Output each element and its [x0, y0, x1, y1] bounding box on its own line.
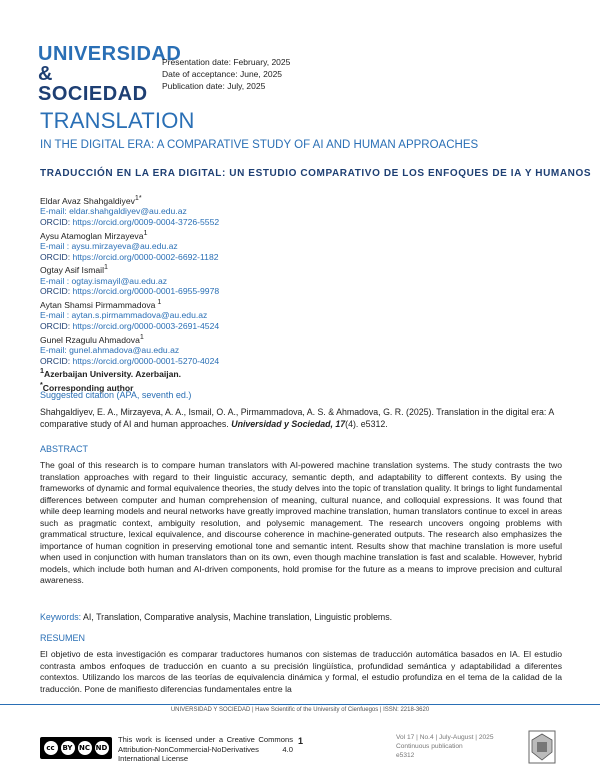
publication-dates	[162, 56, 290, 92]
resumen-heading: RESUMEN	[40, 633, 86, 643]
paper-title: TRANSLATION	[40, 108, 195, 133]
publication-date: Publication date: July, 2025	[162, 81, 266, 91]
paper-subtitle: IN THE DIGITAL ERA: A COMPARATIVE STUDY OF AI AND HUMAN APPROACHES	[40, 139, 479, 151]
cc-icon: cc	[44, 741, 58, 755]
keywords	[40, 612, 562, 622]
presentation-date: Presentation date: February, 2025	[162, 57, 291, 67]
author-name: Eldar Avaz Shahgaldiyev$^{1*}$	[40, 194, 142, 206]
keywords-label: Keywords:	[40, 612, 82, 622]
university-seal-icon	[528, 730, 556, 764]
logo-line2: & SOCIEDAD	[38, 63, 148, 105]
author-email[interactable]: E-mail: eldar.shahgaldiyev@au.edu.az	[40, 206, 187, 217]
author-orcid[interactable]: ORCID: https://orcid.org/0000-0001-6955-9978	[40, 286, 220, 297]
affiliation: $^1$Azerbaijan University. Azerbaijan.	[40, 367, 182, 380]
author-orcid[interactable]: ORCID: https://orcid.org/0000-0003-2691-4524	[40, 320, 220, 331]
author-name: Ogtay Asif Ismail$^1$	[40, 263, 108, 276]
author-name: Aysu Atamoglan Mirzayeva$^1$	[40, 228, 148, 241]
author-email[interactable]: E-mail : aysu.mirzayeva@au.edu.az	[40, 241, 178, 252]
paper-title-spanish: TRADUCCIÓN EN LA ERA DIGITAL: UN ESTUDIO COMPARATIVO DE LOS ENFOQUES DE IA Y HUMANOS	[40, 168, 592, 179]
author-email[interactable]: E-mail: gunel.ahmadova@au.edu.az	[40, 345, 180, 356]
citation-heading: Suggested citation (APA, seventh ed.)	[40, 390, 192, 400]
volume-line: Vol 17 | No.4 | July-August | 2025	[396, 734, 494, 741]
author-email[interactable]: E-mail : aytan.s.pirmammadova@au.edu.az	[40, 310, 208, 321]
abstract-heading: ABSTRACT	[40, 444, 89, 454]
keywords-text: AI, Translation, Comparative analysis, Machine translation, Linguistic problems.	[83, 612, 393, 622]
nd-icon: ND	[95, 741, 109, 755]
corresponding-author: *Corresponding author	[40, 380, 134, 393]
author-name: Gunel Rzagulu Ahmadova$^1$	[40, 332, 144, 345]
author-email[interactable]: E-mail : ogtay.ismayil@au.edu.az	[40, 275, 168, 286]
nc-icon: NC	[78, 741, 92, 755]
by-icon: BY	[61, 741, 75, 755]
footer-journal-info: UNIVERSIDAD Y SOCIEDAD | Have Scientific of the University of Cienfuegos | ISSN: 2218-3620	[170, 707, 430, 713]
logo-line1: UNIVERSIDAD	[38, 43, 182, 65]
author-list	[40, 193, 340, 393]
abstract-text: The goal of this research is to compare human translators with AI-powered machine translation systems. The study contrasts the two translation approaches with regard to their linguistic accuracy, semantic depth, and adaptability to different contexts. By using the frameworks of dynamic and formal equivalence theories, the study delves into the topic of translation quality. It brings to light fundamental differences between computer and human comprehension of meaning, cultural nuance, and colloquial expressions. It was found that while deep learning models and neural networks have greatly improved machine translation, human translators continue to excel in areas such as pragmatic context, ambiguity resolution, and polysemic management. The research uncovers ongoing problems with grammatical structure, lexical equivalence, and discourse coherence in machine-generated outputs. The research also emphasizes the importance of human cognition in preserving emotional tone and semantic intent. Results show that machine translation is more useful when used in conjunction with human translators than on its own, even though machine translation is fast and scalable. However, hybrid models, which include both human and AI-driven components, hold promise for the future as a means to improve precision and cultural awareness.	[40, 460, 562, 585]
author-orcid[interactable]: ORCID: https://orcid.org/0000-0002-6692-1182	[40, 251, 219, 262]
article-id: e5312	[396, 752, 415, 759]
citation-text: Shahgaldiyev, E. A., Mirzayeva, A. A., Ismail, O. A., Pirmammadova, A. S. & Ahmadova, G. R. (2025). Translation in the digital era: A comparative study of AI and human approaches. Universidad y Sociedad, 17(4). e5312.	[40, 407, 554, 429]
resumen-text: El objetivo de esta investigación es comparar traductores humanos con sistemas de traducción automática basados en IA. El estudio contrasta ambos enfoques de traducción en cuanto a su precisión lingüística, profundidad semántica y adaptabilidad a diferentes contextos. Utilizando los marcos de las teorías de equivalencia dinámica y formal, el estudio profundiza en el tema de la calidad de la traducción. Pone de manifiesto diferencias fundamentales entre la	[40, 649, 562, 694]
page-number: 1	[298, 736, 304, 746]
author-orcid[interactable]: ORCID: https://orcid.org/0009-0004-3726-5552	[40, 217, 220, 228]
cc-license-badge[interactable]	[40, 737, 112, 759]
author-name: Aytan Shamsi Pirmammadova $^1$	[40, 297, 162, 310]
acceptance-date: Date of acceptance: June, 2025	[162, 69, 283, 79]
continuous-publication: Continuous publication	[396, 743, 463, 750]
license-text: This work is licensed under a Creative Commons Attribution-NonCommercial-NoDerivatives 4.0 International License	[118, 735, 293, 763]
footer-divider	[0, 704, 600, 705]
author-orcid[interactable]: ORCID: https://orcid.org/0000-0001-5270-4024	[40, 355, 220, 366]
volume-info	[396, 733, 494, 760]
journal-logo	[38, 43, 182, 105]
